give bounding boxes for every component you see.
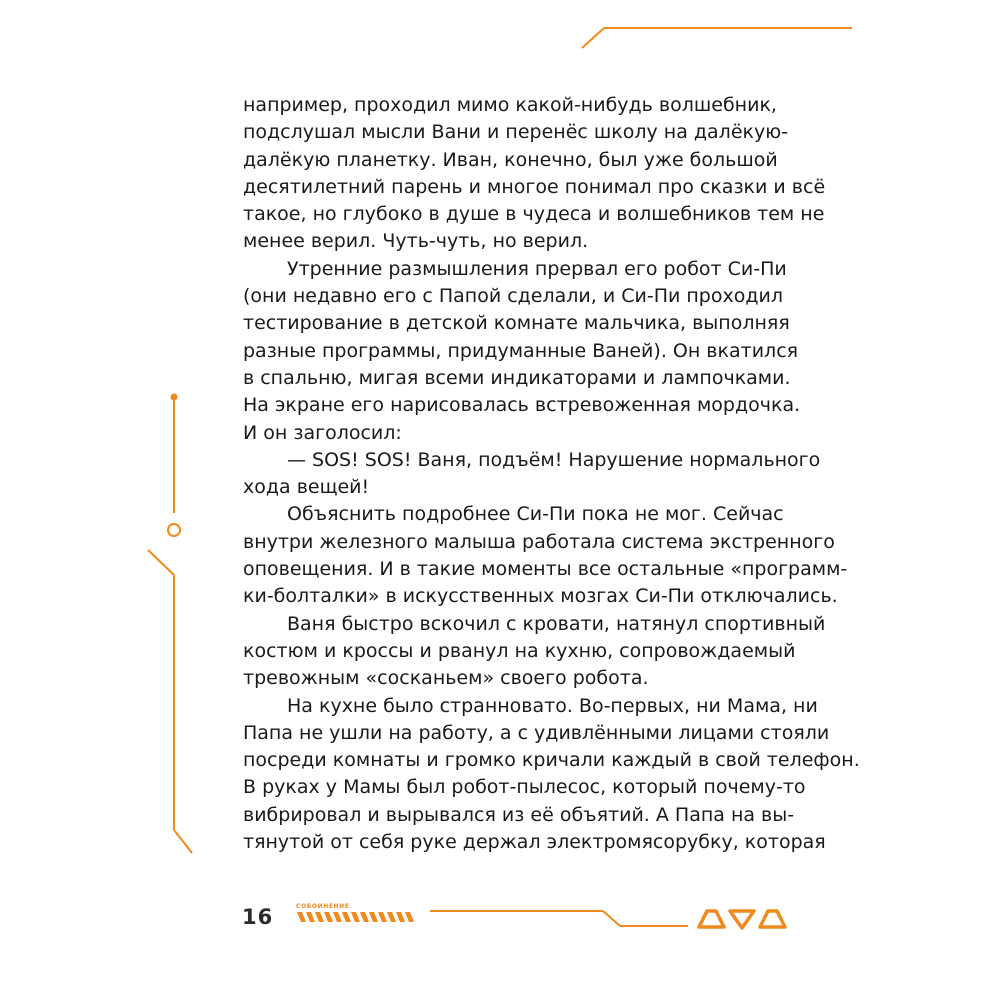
text-line: Ваня быстро вскочил с кровати, натянул спортивный — [287, 612, 826, 635]
text-line: Утренние размышления прервал его робот Си-Пи — [287, 257, 787, 280]
text-line: разные программы, придуманные Ваней). Он вкатился — [243, 339, 799, 362]
text-line: На кухне было странновато. Во-первых, ни Мама, ни — [287, 694, 818, 717]
hazard-stripes — [297, 912, 414, 922]
circuit-node-icon — [168, 524, 180, 536]
bottom-circuit-line — [430, 911, 688, 926]
text-line: тестирование в детской комнате мальчика, выполняя — [243, 312, 790, 335]
triangle-logo-icon — [699, 911, 785, 928]
text-line: оповещения. И в такие моменты все остальные «программ- — [243, 558, 848, 581]
text-line: (они недавно его с Папой сделали, и Си-Пи проходил — [243, 285, 783, 308]
text-line: в спальню, мигая всеми индикаторами и лампочками. — [243, 366, 791, 389]
text-line: Объяснить подробнее Си-Пи пока не мог. Сейчас — [287, 503, 784, 526]
text-line: В руках у Мамы был робот-пылесос, который почему-то — [243, 776, 806, 799]
body-text — [243, 92, 860, 856]
text-line: тянутой от себя руке держал электромясорубку, которая — [243, 831, 826, 854]
page-number: 16 — [242, 905, 274, 929]
text-line: менее верил. Чуть-чуть, но верил. — [243, 230, 589, 253]
text-line: например, проходил мимо какой-нибудь волшебник, — [243, 94, 777, 116]
text-line: подслушал мысли Вани и перенёс школу на далёкую- — [243, 121, 789, 144]
text-line: тревожным «сосканьем» своего робота. — [243, 667, 649, 690]
text-line: Папа не ушли на работу, а с удивлёнными лицами стояли — [243, 721, 830, 744]
left-circuit-line — [148, 395, 192, 854]
text-line: костюм и кроссы и рванул на кухню, сопровождаемый — [243, 639, 796, 662]
top-circuit-line — [582, 28, 852, 48]
text-line: вибрировал и вырывался из её объятий. А Папа на вы- — [243, 803, 795, 826]
text-line: — SOS! SOS! Ваня, подъём! Нарушение нормального — [287, 448, 821, 471]
text-line: внутри железного малыша работала система экстренного — [243, 530, 835, 553]
text-line: далёкую планетку. Иван, конечно, был уже большой — [243, 148, 778, 171]
text-line: десятилетний парень и многое понимал про сказки и всё — [243, 175, 826, 198]
text-line: На экране его нарисовалась встревоженная мордочка. — [243, 394, 801, 417]
text-line: такое, но глубоко в душе в чудеса и волшебников тем не — [243, 203, 825, 226]
text-line: хода вещей! — [243, 476, 370, 499]
text-line: И он заголосил: — [243, 421, 402, 444]
series-label: СОБОИНЕНИЕ — [296, 903, 350, 910]
text-line: посреди комнаты и громко кричали каждый в свой телефон. — [243, 749, 860, 772]
text-line: ки-болталки» в искусственных мозгах Си-Пи отключались. — [243, 585, 838, 608]
